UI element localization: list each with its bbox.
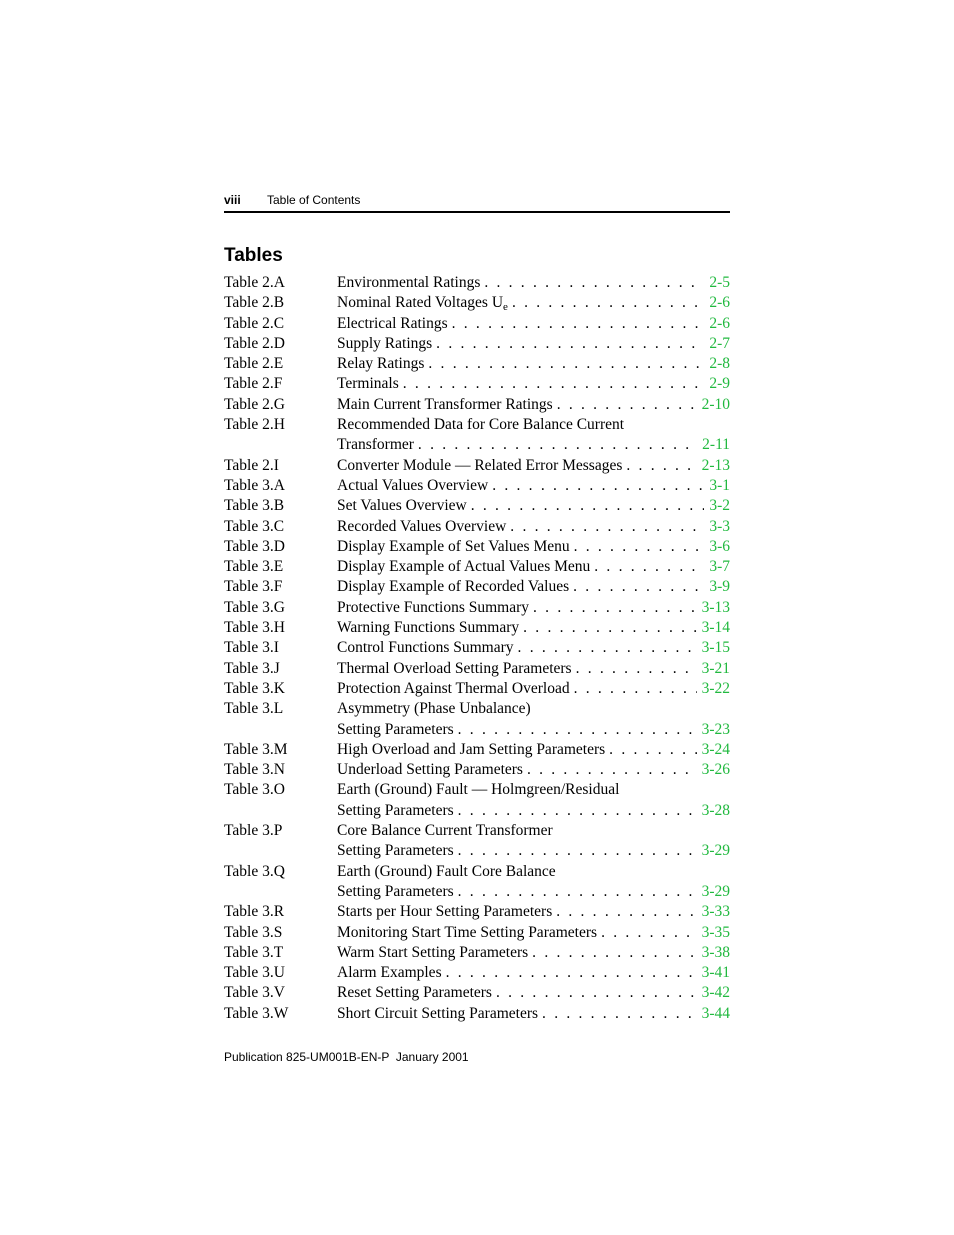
page-link[interactable]: 3-1	[709, 476, 730, 494]
page-link[interactable]: 2-6	[709, 294, 730, 312]
table-title: Display Example of Set Values Menu	[337, 537, 570, 555]
dot-leader	[609, 740, 696, 760]
table-number: Table 2.G	[224, 395, 285, 413]
dot-leader	[471, 496, 705, 516]
toc-entry[interactable]	[224, 740, 730, 760]
toc-entry[interactable]	[224, 496, 730, 516]
table-title: Starts per Hour Setting Parameters	[337, 903, 553, 921]
dot-leader	[556, 902, 696, 922]
dot-leader	[512, 293, 704, 313]
dot-leader	[458, 720, 697, 740]
dot-leader	[446, 963, 697, 983]
page-link[interactable]: 3-41	[701, 964, 730, 982]
toc-entry[interactable]	[224, 354, 730, 374]
footer	[224, 1050, 469, 1064]
toc-entry[interactable]	[224, 557, 730, 577]
dot-leader	[458, 801, 697, 821]
toc-entry[interactable]	[224, 902, 730, 922]
dot-leader	[601, 923, 697, 943]
table-title: Short Circuit Setting Parameters	[337, 1004, 539, 1022]
toc-entry[interactable]	[224, 314, 730, 334]
table-number: Table 3.L	[224, 700, 284, 718]
toc-entry[interactable]	[224, 923, 730, 943]
table-title: Reset Setting Parameters	[337, 984, 492, 1002]
dot-leader	[418, 435, 697, 455]
dot-leader	[496, 983, 697, 1003]
toc-entry[interactable]	[224, 963, 730, 983]
dot-leader	[573, 577, 704, 597]
dot-leader	[403, 374, 705, 394]
table-title: Set Values Overview	[337, 497, 467, 515]
table-number: Table 3.Q	[224, 862, 285, 880]
page-link[interactable]: 3-29	[701, 842, 730, 860]
section-title: Tables	[224, 245, 283, 266]
table-title: Setting Parameters	[337, 801, 454, 819]
page-link[interactable]: 3-24	[701, 740, 730, 758]
page-link[interactable]: 3-14	[701, 619, 730, 637]
dot-leader	[510, 517, 704, 537]
table-title-line1: Earth (Ground) Fault Core Balance	[337, 862, 556, 880]
table-title: Nominal Rated Voltages U	[337, 294, 504, 312]
table-title-line1: Asymmetry (Phase Unbalance)	[337, 700, 531, 718]
table-title: High Overload and Jam Setting Parameters	[337, 740, 606, 758]
table-number: Table 3.V	[224, 984, 285, 1002]
toc-entry[interactable]	[224, 456, 730, 476]
toc-entry[interactable]	[224, 577, 730, 597]
table-number: Table 3.F	[224, 578, 283, 596]
table-number: Table 3.H	[224, 619, 285, 637]
toc-entry[interactable]	[224, 760, 730, 780]
toc-entry[interactable]	[224, 821, 730, 862]
table-title: Setting Parameters	[337, 842, 454, 860]
toc-entry[interactable]	[224, 395, 730, 415]
table-title: Main Current Transformer Ratings	[337, 395, 553, 413]
page-link[interactable]: 2-6	[709, 314, 730, 332]
table-title: Underload Setting Parameters	[337, 761, 523, 779]
page-link[interactable]: 3-38	[701, 943, 730, 961]
table-title: Actual Values Overview	[337, 476, 489, 494]
table-title: Display Example of Recorded Values	[337, 578, 570, 596]
table-number: Table 2.I	[224, 456, 279, 474]
table-title: Thermal Overload Setting Parameters	[337, 659, 572, 677]
page-link[interactable]: 3-15	[701, 639, 730, 657]
table-title: Setting Parameters	[337, 720, 454, 738]
page-link[interactable]: 3-13	[701, 598, 730, 616]
table-number: Table 3.B	[224, 497, 285, 515]
toc-entry[interactable]	[224, 598, 730, 618]
toc-entry[interactable]	[224, 537, 730, 557]
page-link[interactable]: 2-5	[709, 274, 730, 291]
running-header	[224, 192, 730, 213]
page-link[interactable]: 2-9	[709, 375, 730, 393]
toc-entry[interactable]	[224, 618, 730, 638]
header-title: Table of Contents	[267, 193, 361, 207]
dot-leader	[527, 760, 697, 780]
table-title: Terminals	[337, 375, 399, 393]
toc-entry[interactable]	[224, 273, 730, 293]
table-number: Table 3.N	[224, 761, 285, 779]
page-link[interactable]: 2-10	[701, 395, 730, 413]
toc-entry[interactable]	[224, 374, 730, 394]
table-title: Control Functions Summary	[337, 639, 514, 657]
table-number: Table 3.A	[224, 476, 285, 494]
page-link[interactable]: 3-44	[701, 1004, 730, 1022]
toc-entry[interactable]	[224, 699, 730, 740]
table-number: Table 3.I	[224, 639, 279, 657]
page-link[interactable]: 2-13	[701, 456, 730, 474]
table-title: Transformer	[337, 436, 414, 454]
dot-leader	[594, 557, 704, 577]
table-number: Table 3.C	[224, 517, 285, 535]
publication-number: Publication 825-UM001B-EN-P	[224, 1050, 390, 1064]
toc-entry[interactable]	[224, 1004, 730, 1024]
dot-leader	[484, 273, 704, 293]
table-number: Table 3.P	[224, 822, 283, 840]
table-number: Table 2.C	[224, 314, 285, 332]
table-title: Electrical Ratings	[337, 314, 448, 332]
table-number: Table 3.K	[224, 679, 285, 697]
page-link[interactable]: 3-35	[701, 923, 730, 941]
toc-entry[interactable]	[224, 415, 730, 456]
table-number: Table 3.M	[224, 740, 288, 758]
dot-leader	[576, 659, 697, 679]
table-number: Table 2.F	[224, 375, 283, 393]
table-number: Table 3.U	[224, 964, 285, 982]
table-number: Table 2.E	[224, 355, 284, 373]
table-number: Table 3.W	[224, 1004, 289, 1022]
toc-entry[interactable]	[224, 862, 730, 903]
toc-entry[interactable]	[224, 476, 730, 496]
page-link[interactable]: 2-8	[709, 355, 730, 373]
page-link[interactable]: 3-9	[709, 578, 730, 596]
toc-entry[interactable]	[224, 517, 730, 537]
dot-leader	[574, 679, 697, 699]
table-number: Table 2.H	[224, 416, 285, 434]
toc-entry[interactable]	[224, 943, 730, 963]
page-link[interactable]: 3-21	[701, 659, 730, 677]
table-number: Table 3.E	[224, 558, 284, 576]
table-number: Table 3.O	[224, 781, 285, 799]
dot-leader	[492, 476, 704, 496]
page-link[interactable]: 2-11	[702, 436, 730, 454]
table-number: Table 3.R	[224, 903, 285, 921]
table-title-line1: Core Balance Current Transformer	[337, 822, 553, 840]
page-number: viii	[224, 193, 241, 207]
dot-leader	[523, 618, 696, 638]
table-number: Table 3.J	[224, 659, 280, 677]
table-title-line1: Recommended Data for Core Balance Current	[337, 416, 625, 434]
table-title: Alarm Examples	[337, 964, 442, 982]
table-title: Protective Functions Summary	[337, 598, 530, 616]
table-number: Table 3.S	[224, 923, 283, 941]
table-title: Relay Ratings	[337, 355, 425, 373]
page-link[interactable]: 3-26	[701, 761, 730, 779]
publication-date: January 2001	[395, 1050, 469, 1064]
dot-leader	[458, 882, 697, 902]
page-link[interactable]: 3-7	[709, 558, 730, 576]
dot-leader	[574, 537, 705, 557]
table-title: Environmental Ratings	[337, 274, 481, 291]
table-title: Display Example of Actual Values Menu	[337, 558, 591, 576]
table-title: Monitoring Start Time Setting Parameters	[337, 923, 598, 941]
table-title: Warm Start Setting Parameters	[337, 943, 529, 961]
dot-leader	[533, 598, 697, 618]
page-link[interactable]: 3-3	[709, 517, 730, 535]
page-link[interactable]: 3-2	[709, 497, 730, 515]
table-number: Table 2.A	[224, 274, 285, 291]
page-link[interactable]: 3-42	[701, 984, 730, 1002]
toc-entry[interactable]	[224, 293, 730, 313]
dot-leader	[458, 841, 697, 861]
table-number: Table 3.D	[224, 537, 285, 555]
table-title: Recorded Values Overview	[337, 517, 507, 535]
page-link[interactable]: 3-22	[701, 679, 730, 697]
dot-leader	[518, 638, 697, 658]
dot-leader	[452, 314, 705, 334]
dot-leader	[542, 1004, 697, 1024]
table-title-line1: Earth (Ground) Fault — Holmgreen/Residual	[337, 781, 620, 799]
table-title: Setting Parameters	[337, 882, 454, 900]
table-title: Converter Module — Related Error Messages	[337, 456, 623, 474]
page-link[interactable]: 3-23	[701, 720, 730, 738]
tables-list	[224, 273, 730, 1024]
page-link[interactable]: 3-33	[701, 903, 730, 921]
page-link[interactable]: 3-6	[709, 537, 730, 555]
dot-leader	[532, 943, 696, 963]
table-number: Table 2.B	[224, 294, 285, 312]
toc-entry[interactable]	[224, 334, 730, 354]
toc-entry[interactable]	[224, 659, 730, 679]
dot-leader	[436, 334, 704, 354]
toc-entry[interactable]	[224, 983, 730, 1003]
table-number: Table 3.G	[224, 598, 285, 616]
toc-entry[interactable]	[224, 638, 730, 658]
page-link[interactable]: 3-29	[701, 882, 730, 900]
page-link[interactable]: 2-7	[709, 334, 730, 352]
title-subscript: e	[503, 301, 508, 314]
table-title: Supply Ratings	[337, 334, 433, 352]
table-number: Table 3.T	[224, 943, 284, 961]
table-title: Protection Against Thermal Overload	[337, 679, 570, 697]
toc-entry[interactable]	[224, 780, 730, 821]
dot-leader	[428, 354, 704, 374]
page-link[interactable]: 3-28	[701, 801, 730, 819]
dot-leader	[557, 395, 697, 415]
table-title: Warning Functions Summary	[337, 619, 520, 637]
toc-entry[interactable]	[224, 679, 730, 699]
dot-leader	[626, 456, 696, 476]
table-number: Table 2.D	[224, 334, 285, 352]
